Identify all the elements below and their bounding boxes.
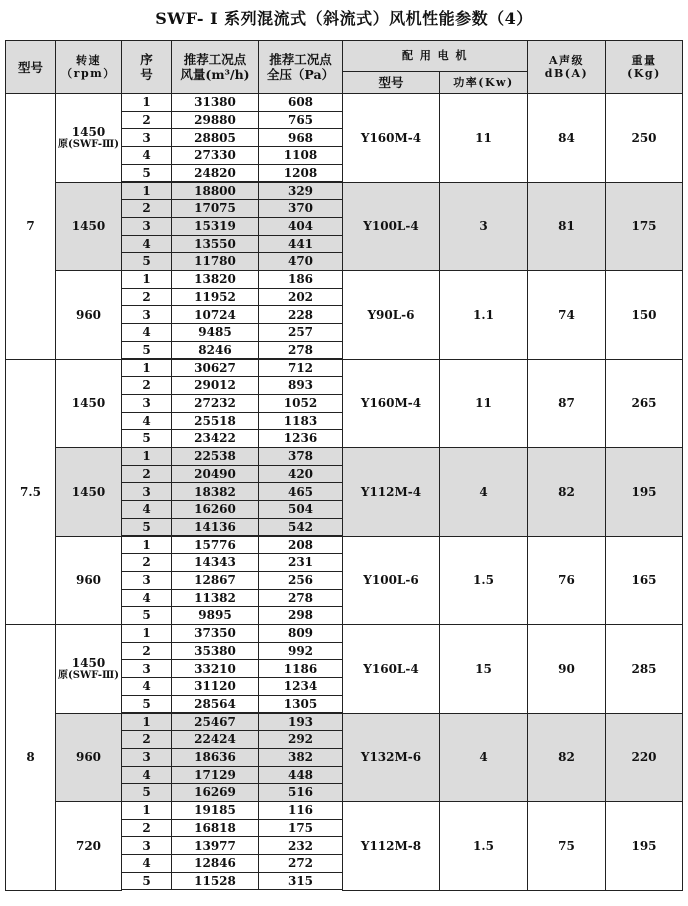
speed-value: 1450 [71,655,106,670]
header-seq [121,40,172,94]
speed-value: 960 [75,307,102,322]
airflow-cell: 22424 [171,730,259,749]
seq-cell: 4 [121,235,172,254]
seq-cell: 5 [121,783,172,802]
seq-cell: 3 [121,836,172,855]
weight-cell: 220 [605,713,683,803]
airflow-cell: 25467 [171,713,259,732]
seq-cell: 4 [121,412,172,431]
speed-value: 1450 [71,219,106,234]
seq-cell: 1 [121,801,172,820]
weight-cell: 250 [605,93,683,183]
speed-cell [55,447,122,537]
performance-table [5,40,682,902]
pressure-cell: 208 [258,536,343,555]
airflow-cell: 23422 [171,429,259,448]
pressure-cell: 470 [258,252,343,271]
seq-cell: 5 [121,164,172,183]
pressure-cell: 809 [258,624,343,643]
noise-cell: 82 [527,713,606,803]
header-model: 型号 [5,40,56,94]
header-pressure-line: 推荐工况点 [269,52,332,67]
motor-power-cell: 1.5 [439,801,528,891]
airflow-cell: 17075 [171,199,259,218]
seq-cell: 3 [121,748,172,767]
airflow-cell: 13977 [171,836,259,855]
airflow-cell: 12867 [171,571,259,590]
pressure-cell: 278 [258,589,343,608]
pressure-cell: 228 [258,305,343,324]
speed-cell [55,182,122,272]
pressure-cell: 1186 [258,659,343,678]
header-motor-power: 功率(Kw) [439,71,528,94]
motor-power-cell: 3 [439,182,528,272]
airflow-cell: 16818 [171,819,259,838]
motor-power-cell: 4 [439,713,528,803]
pressure-cell: 257 [258,323,343,342]
seq-cell: 4 [121,146,172,165]
airflow-cell: 25518 [171,412,259,431]
seq-cell: 5 [121,341,172,360]
airflow-cell: 11528 [171,872,259,891]
pressure-cell: 202 [258,288,343,307]
seq-cell: 4 [121,766,172,785]
airflow-cell: 9895 [171,606,259,625]
pressure-cell: 231 [258,553,343,572]
header-pressure-line: 全压（Pa） [266,67,335,82]
airflow-cell: 27232 [171,394,259,413]
header-weight [605,40,683,94]
airflow-cell: 27330 [171,146,259,165]
airflow-cell: 13820 [171,270,259,289]
motor-model-cell: Y160M-4 [342,359,440,449]
airflow-cell: 35380 [171,642,259,661]
speed-cell [55,270,122,360]
motor-model-cell: Y112M-4 [342,447,440,537]
pressure-cell: 712 [258,359,343,378]
speed-note: 原(SWF-Ⅲ) [58,669,119,681]
pressure-cell: 292 [258,730,343,749]
seq-cell: 2 [121,642,172,661]
header-weight-line: 重量 [631,53,657,67]
seq-cell: 2 [121,376,172,395]
seq-cell: 2 [121,730,172,749]
weight-cell: 265 [605,359,683,449]
pressure-cell: 992 [258,642,343,661]
pressure-cell: 378 [258,447,343,466]
noise-cell: 75 [527,801,606,891]
airflow-cell: 29880 [171,111,259,130]
pressure-cell: 186 [258,270,343,289]
pressure-cell: 193 [258,713,343,732]
model-cell: 7 [5,93,56,360]
pressure-cell: 608 [258,93,343,112]
motor-model-cell: Y112M-8 [342,801,440,891]
seq-cell: 2 [121,199,172,218]
seq-cell: 3 [121,482,172,501]
seq-cell: 5 [121,518,172,537]
pressure-cell: 1305 [258,695,343,714]
seq-cell: 3 [121,128,172,147]
pressure-cell: 465 [258,482,343,501]
speed-value: 1450 [71,396,106,411]
header-noise-line: A声级 [548,53,585,67]
motor-model-cell: Y90L-6 [342,270,440,360]
motor-model-cell: Y160M-4 [342,93,440,183]
motor-power-cell: 4 [439,447,528,537]
seq-cell: 1 [121,713,172,732]
pressure-cell: 315 [258,872,343,891]
speed-cell [55,359,122,449]
header-noise-line: dB(A) [544,67,589,80]
seq-cell: 3 [121,571,172,590]
airflow-cell: 18382 [171,482,259,501]
airflow-cell: 12846 [171,854,259,873]
noise-cell: 87 [527,359,606,449]
seq-cell: 5 [121,429,172,448]
motor-model-cell: Y132M-6 [342,713,440,803]
seq-cell: 1 [121,624,172,643]
header-motor: 配 用 电 机 [342,40,528,72]
seq-cell: 4 [121,854,172,873]
pressure-cell: 516 [258,783,343,802]
model-cell: 8 [5,624,56,891]
seq-cell: 5 [121,606,172,625]
weight-cell: 285 [605,624,683,714]
airflow-cell: 13550 [171,235,259,254]
motor-power-cell: 15 [439,624,528,714]
weight-cell: 150 [605,270,683,360]
seq-cell: 3 [121,305,172,324]
pressure-cell: 1052 [258,394,343,413]
header-noise [527,40,606,94]
seq-cell: 1 [121,536,172,555]
seq-cell: 3 [121,394,172,413]
pressure-cell: 1208 [258,164,343,183]
airflow-cell: 31380 [171,93,259,112]
airflow-cell: 18636 [171,748,259,767]
header-airflow [171,40,259,94]
airflow-cell: 11780 [171,252,259,271]
pressure-cell: 256 [258,571,343,590]
motor-power-cell: 11 [439,93,528,183]
seq-cell: 2 [121,288,172,307]
seq-cell: 4 [121,500,172,519]
pressure-cell: 1183 [258,412,343,431]
motor-power-cell: 1.1 [439,270,528,360]
header-seq-line: 序 [140,52,153,67]
noise-cell: 84 [527,93,606,183]
pressure-cell: 382 [258,748,343,767]
pressure-cell: 278 [258,341,343,360]
seq-cell: 4 [121,323,172,342]
pressure-cell: 968 [258,128,343,147]
speed-cell [55,624,122,714]
airflow-cell: 17129 [171,766,259,785]
airflow-cell: 19185 [171,801,259,820]
noise-cell: 76 [527,536,606,626]
speed-cell [55,713,122,803]
weight-cell: 195 [605,801,683,891]
motor-power-cell: 11 [439,359,528,449]
noise-cell: 90 [527,624,606,714]
motor-model-cell: Y160L-4 [342,624,440,714]
airflow-cell: 37350 [171,624,259,643]
speed-cell [55,801,122,891]
noise-cell: 74 [527,270,606,360]
pressure-cell: 1234 [258,677,343,696]
pressure-cell: 175 [258,819,343,838]
seq-cell: 2 [121,111,172,130]
weight-cell: 195 [605,447,683,537]
seq-cell: 1 [121,270,172,289]
pressure-cell: 370 [258,199,343,218]
seq-cell: 3 [121,217,172,236]
pressure-cell: 504 [258,500,343,519]
airflow-cell: 15319 [171,217,259,236]
seq-cell: 2 [121,465,172,484]
airflow-cell: 31120 [171,677,259,696]
header-weight-line: (Kg) [627,67,661,80]
airflow-cell: 30627 [171,359,259,378]
seq-cell: 1 [121,182,172,201]
pressure-cell: 420 [258,465,343,484]
model-cell: 7.5 [5,359,56,626]
seq-cell: 3 [121,659,172,678]
motor-power-cell: 1.5 [439,536,528,626]
noise-cell: 81 [527,182,606,272]
seq-cell: 5 [121,872,172,891]
airflow-cell: 24820 [171,164,259,183]
weight-cell: 165 [605,536,683,626]
seq-cell: 4 [121,589,172,608]
airflow-cell: 33210 [171,659,259,678]
airflow-cell: 10724 [171,305,259,324]
header-motor-model: 型号 [342,71,440,94]
airflow-cell: 14136 [171,518,259,537]
airflow-cell: 29012 [171,376,259,395]
pressure-cell: 232 [258,836,343,855]
airflow-cell: 20490 [171,465,259,484]
airflow-cell: 16260 [171,500,259,519]
noise-cell: 82 [527,447,606,537]
seq-cell: 4 [121,677,172,696]
seq-cell: 5 [121,252,172,271]
speed-value: 960 [75,573,102,588]
weight-cell: 175 [605,182,683,272]
seq-cell: 2 [121,553,172,572]
speed-value: 720 [75,838,102,853]
speed-value: 1450 [71,124,106,139]
airflow-cell: 18800 [171,182,259,201]
airflow-cell: 14343 [171,553,259,572]
airflow-cell: 11952 [171,288,259,307]
pressure-cell: 542 [258,518,343,537]
pressure-cell: 448 [258,766,343,785]
speed-cell [55,536,122,626]
pressure-cell: 1108 [258,146,343,165]
speed-cell [55,93,122,183]
airflow-cell: 9485 [171,323,259,342]
header-airflow-line: 风量(m³/h) [180,67,250,82]
airflow-cell: 28564 [171,695,259,714]
pressure-cell: 1236 [258,429,343,448]
header-speed-line: 转速 [76,53,101,67]
header-pressure [258,40,343,94]
pressure-cell: 272 [258,854,343,873]
pressure-cell: 329 [258,182,343,201]
airflow-cell: 16269 [171,783,259,802]
pressure-cell: 116 [258,801,343,820]
airflow-cell: 28805 [171,128,259,147]
airflow-cell: 22538 [171,447,259,466]
header-airflow-line: 推荐工况点 [183,52,247,67]
airflow-cell: 8246 [171,341,259,360]
pressure-cell: 893 [258,376,343,395]
header-seq-line: 号 [140,67,153,82]
seq-cell: 5 [121,695,172,714]
motor-model-cell: Y100L-6 [342,536,440,626]
page-title: SWF- I 系列混流式（斜流式）风机性能参数（4） [155,9,533,28]
seq-cell: 1 [121,93,172,112]
pressure-cell: 765 [258,111,343,130]
speed-value: 1450 [71,484,106,499]
airflow-cell: 11382 [171,589,259,608]
pressure-cell: 441 [258,235,343,254]
motor-model-cell: Y100L-4 [342,182,440,272]
pressure-cell: 298 [258,606,343,625]
header-speed-line: （rpm） [61,67,116,80]
seq-cell: 2 [121,819,172,838]
header-speed [55,40,122,94]
seq-cell: 1 [121,447,172,466]
speed-value: 960 [75,750,102,765]
pressure-cell: 404 [258,217,343,236]
seq-cell: 1 [121,359,172,378]
airflow-cell: 15776 [171,536,259,555]
speed-note: 原(SWF-Ⅲ) [58,138,119,150]
